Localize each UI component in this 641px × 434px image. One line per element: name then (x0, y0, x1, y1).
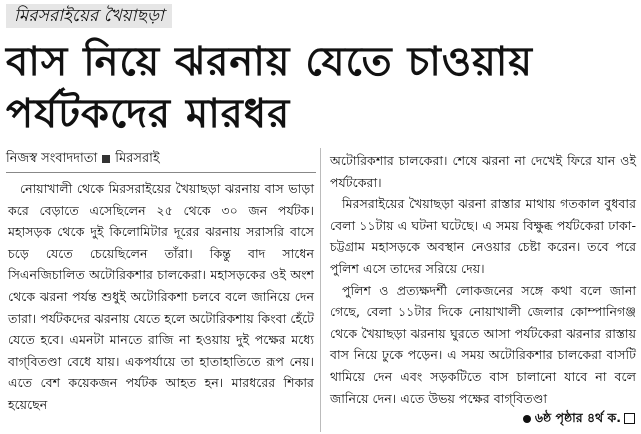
article-column-2 (330, 150, 636, 409)
paragraph: নোয়াখালী থেকে মিরসরাইয়ের খৈয়াছড়া ঝরনায় বাস ভাড়া করে বেড়াতে এসেছিলেন ২৫ থেকে ৩০ জন পর্যটক। মহাসড়ক থেকে দুই কিলোমিটার দূরের ঝরনায় সরাসরি বাসে চড়ে যেতে চেয়েছিলেন তাঁরা। কিন্তু বাদ সাধেন সিএনজিচালিত অটোরিকশার চালকেরা। মহাসড়কের ওই অংশ থেকে ঝরনা পর্যন্ত শুধুই অটোরিকশা চলবে বলে জানিয়ে দেন তারা। পর্যটকদের ঝরনায় যেতে হলে অটোরিকশায় কিংবা হেঁটে যেতে হবে। এমনটা মানতে রাজি না হওয়ায় দুই পক্ষের মধ্যে বাগ্‌বিতণ্ডা বেধে যায়। একপর্যায়ে তা হাতাহাতিতে রূপ নেয়। এতে বেশ কয়েকজন পর্যটক আহত হন। মারধরের শিকার হয়েছেন (8, 181, 314, 412)
bullet-icon (523, 415, 531, 423)
continuation-note[interactable] (523, 410, 635, 430)
reporter: নিজস্ব সংবাদদাতা (6, 151, 98, 166)
article-column-1 (8, 178, 314, 416)
column-divider (320, 148, 321, 432)
paragraph: মিরসরাইয়ের খৈয়াছড়া ঝরনা রাস্তার মাথায় গতকাল বুধবার বেলা ১১টায় এ ঘটনা ঘটেছে। এ সময় বিক্ষুব্ধ পর্যটকেরা ঢাকা-চট্টগ্রাম মহাসড়কে অবস্থান নেওয়ার চেষ্টা করেন। তবে পরে পুলিশ এসে তাদের সরিয়ে দেয়। (330, 196, 637, 276)
end-box-icon (624, 413, 635, 424)
location: মিরসরাই (115, 151, 160, 166)
paragraph: পুলিশ ও প্রত্যক্ষদর্শী লোকজনের সঙ্গে কথা বলে জানা গেছে, বেলা ১১টার দিকে নোয়াখালী জেলার কোম্পানিগঞ্জ থেকে খৈয়াছড়া ঝরনায় ঘুরতে আসা পর্যটকেরা ঝরনার রাস্তায় বাস নিয়ে ঢুকে পড়েন। এ সময় অটোরিকশার চালকেরা বাসটি থামিয়ে দেন এবং সড়কটিতে বাস চালানো যাবে না বলে জানিয়ে দেন। এতে উভয় পক্ষের বাগ্‌বিতণ্ডা (330, 282, 636, 406)
continuation-text: ৬ষ্ঠ পৃষ্ঠার ৪র্থ ক. (534, 410, 621, 425)
headline: বাস নিয়ে ঝরনায় যেতে চাওয়ায় পর্যটকদের মারধর (6, 39, 533, 137)
square-bullet-icon (102, 155, 110, 163)
byline (6, 150, 316, 173)
section-kicker: মিরসরাইয়ের খৈয়াছড়া (6, 4, 172, 28)
paragraph: অটোরিকশার চালকেরা। শেষে ঝরনা না দেখেই ফিরে যান ওই পর্যটকেরা। (330, 153, 636, 190)
